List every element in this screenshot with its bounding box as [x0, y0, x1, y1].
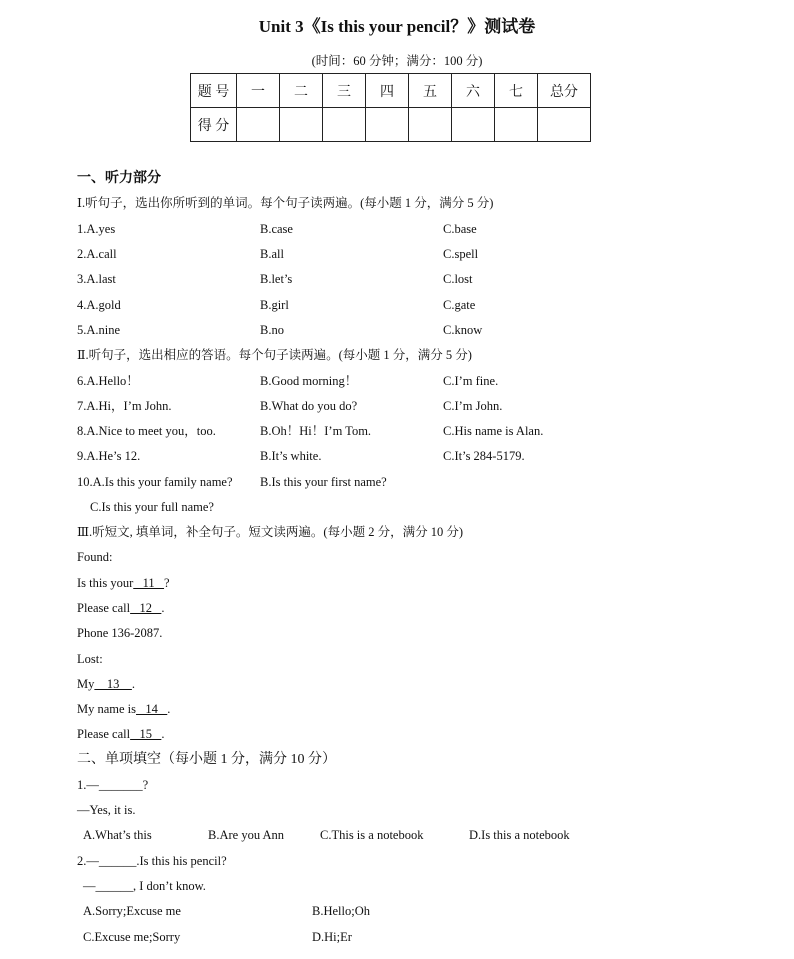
score-cell — [323, 108, 366, 142]
option-a: 4.A.gold — [77, 298, 121, 312]
header-cell: 二 — [280, 74, 323, 108]
question-line: —______, I don’t know. — [83, 879, 206, 893]
answer-blank: 12 — [130, 601, 162, 615]
passage-text: My name is — [77, 702, 137, 716]
score-table — [190, 73, 591, 142]
option-b: B.Oh！Hi！I’m Tom. — [260, 424, 372, 438]
option-b: B.girl — [260, 298, 289, 312]
header-cell: 总分 — [538, 74, 591, 108]
passage-line — [77, 627, 162, 640]
answer-blank: 14 — [136, 702, 168, 716]
score-table-score-row — [191, 108, 591, 142]
answer-blank: 15 — [130, 727, 162, 741]
passage-text: Please call — [77, 601, 131, 615]
question-line: 2.—______.Is this his pencil? — [77, 854, 227, 868]
score-cell — [280, 108, 323, 142]
header-cell: 四 — [366, 74, 409, 108]
option-a: 3.A.last — [77, 272, 116, 286]
passage-text: . — [161, 601, 165, 615]
header-cell: 三 — [323, 74, 366, 108]
option-a: 5.A.nine — [77, 323, 121, 337]
option-c: C.base — [443, 222, 477, 236]
score-cell — [452, 108, 495, 142]
passage-text: . — [161, 727, 165, 741]
option-a: 9.A.He’s 12. — [77, 449, 141, 463]
option-a: A.Sorry;Excuse me — [83, 904, 181, 918]
passage-line — [77, 602, 164, 615]
passage-text: . — [131, 677, 135, 691]
option-b: B.all — [260, 247, 284, 261]
option-b: B.Hello;Oh — [312, 904, 370, 918]
option-a: A.What’s this — [83, 828, 152, 842]
question-line: —Yes, it is. — [77, 803, 136, 817]
page-title: Unit 3《Is this your pencil？》测试卷 — [258, 17, 536, 36]
passage-text: My — [77, 677, 95, 691]
option-b: B.let’s — [260, 272, 293, 286]
option-d: D.Is this a notebook — [469, 828, 570, 842]
question-line: 1.—_______? — [77, 778, 149, 792]
passage-line — [77, 653, 103, 666]
option-a: 6.A.Hello！ — [77, 374, 139, 388]
exam-info: (时间：60 分钟；满分：100 分) — [311, 54, 483, 68]
passage-text: . — [167, 702, 171, 716]
instruction: Ⅱ.听句子，选出相应的答语。每个句子读两遍。(每小题 1 分，满分 5 分) — [77, 348, 472, 362]
option-b: B.Good morning！ — [260, 374, 358, 388]
section-heading: 二、单项填空（每小题 1 分，满分 10 分） — [77, 752, 336, 767]
score-table-header-row — [191, 74, 591, 108]
passage-text: ? — [164, 576, 170, 590]
option-c: C.It’s 284-5179. — [443, 449, 525, 463]
passage-line — [77, 678, 135, 691]
passage-line — [77, 577, 170, 590]
score-cell — [366, 108, 409, 142]
option-c: C.gate — [443, 298, 476, 312]
section-heading: 一、听力部分 — [77, 171, 161, 186]
header-cell: 六 — [452, 74, 495, 108]
instruction: Ⅲ.听短文, 填单词，补全句子。短文读两遍。(每小题 2 分，满分 10 分) — [77, 525, 464, 539]
option-d: D.Hi;Er — [312, 930, 352, 944]
score-cell — [495, 108, 538, 142]
answer-blank: 13 — [94, 677, 132, 691]
option-b: B.case — [260, 222, 293, 236]
option-c: C.Excuse me;Sorry — [83, 930, 181, 944]
passage-text: Found: — [77, 550, 113, 564]
option-c: C.This is a notebook — [320, 828, 424, 842]
option-c: C.lost — [443, 272, 473, 286]
passage-text: Please call — [77, 727, 131, 741]
option-b: B.What do you do? — [260, 399, 358, 413]
option-c: C.His name is Alan. — [443, 424, 544, 438]
score-cell — [237, 108, 280, 142]
answer-blank: 11 — [133, 576, 165, 590]
passage-line — [77, 551, 112, 564]
option-a: 7.A.Hi，I’m John. — [77, 399, 172, 413]
option-b: B.Is this your first name? — [260, 475, 387, 489]
option-c: C.I’m John. — [443, 399, 503, 413]
header-cell: 七 — [495, 74, 538, 108]
option-b: B.no — [260, 323, 284, 337]
passage-line — [77, 728, 164, 741]
option-c: C.I’m fine. — [443, 374, 499, 388]
option-c: C.know — [443, 323, 483, 337]
option-b: B.Are you Ann — [208, 828, 285, 842]
option-a: 10.A.Is this your family name? — [77, 475, 233, 489]
option-a: 8.A.Nice to meet you，too. — [77, 424, 216, 438]
header-cell: 一 — [237, 74, 280, 108]
score-cell — [409, 108, 452, 142]
option-c: C.Is this your full name? — [90, 500, 214, 514]
option-c: C.spell — [443, 247, 479, 261]
header-cell: 题 号 — [191, 74, 237, 108]
passage-text: Phone 136-2087. — [77, 626, 163, 640]
header-cell: 五 — [409, 74, 452, 108]
instruction: Ⅰ.听句子，选出你所听到的单词。每个句子读两遍。(每小题 1 分，满分 5 分) — [77, 196, 494, 210]
score-cell — [538, 108, 591, 142]
option-a: 1.A.yes — [77, 222, 116, 236]
passage-text: Is this your — [77, 576, 134, 590]
option-a: 2.A.call — [77, 247, 117, 261]
passage-line — [77, 703, 170, 716]
passage-text: Lost: — [77, 652, 103, 666]
row-label-cell: 得 分 — [191, 108, 237, 142]
option-b: B.It’s white. — [260, 449, 322, 463]
